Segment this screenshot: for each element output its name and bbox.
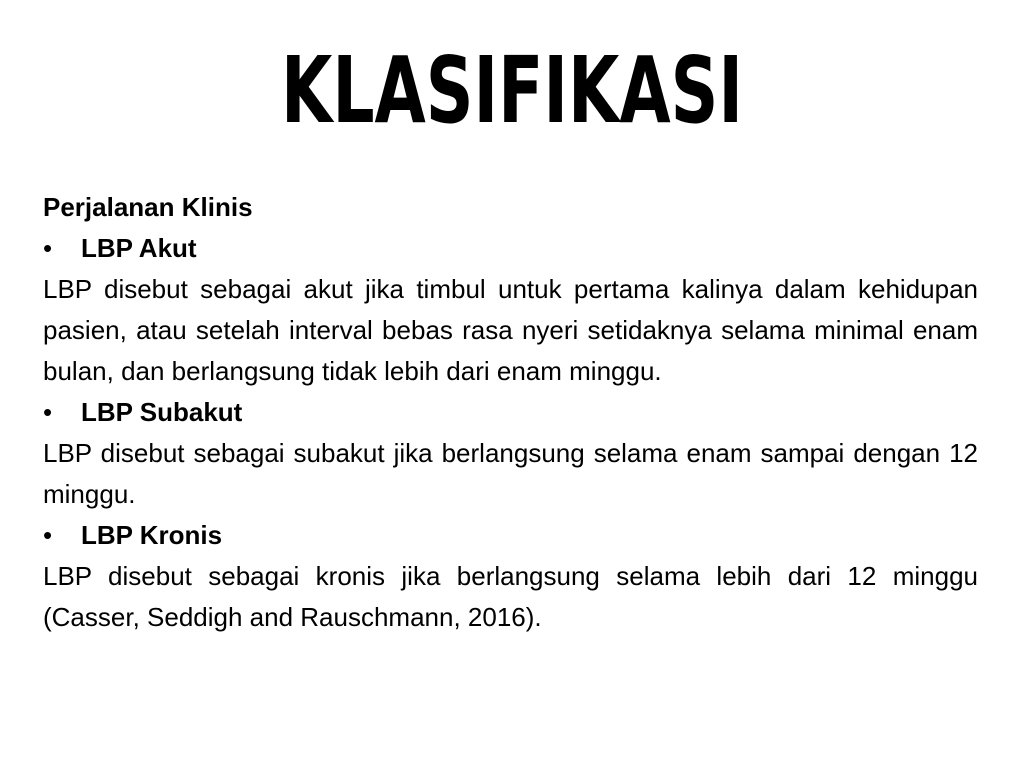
- bullet-icon: •: [43, 233, 53, 263]
- section-akut: [43, 228, 978, 392]
- bullet-label-subakut: LBP Subakut: [81, 397, 243, 427]
- bullet-icon: •: [43, 520, 53, 550]
- bullet-label-kronis: LBP Kronis: [81, 520, 223, 550]
- bullet-icon: •: [43, 397, 53, 427]
- bullet-item-akut: [43, 228, 978, 269]
- section-heading: Perjalanan Klinis: [43, 192, 253, 222]
- bullet-item-subakut: [43, 392, 978, 433]
- paragraph-kronis: LBP disebut sebagai kronis jika berlangsung selama lebih dari 12 minggu (Casser, Seddigh and Rauschmann, 2016).: [43, 561, 978, 632]
- paragraph-subakut: LBP disebut sebagai subakut jika berlangsung selama enam sampai dengan 12 minggu.: [43, 438, 978, 509]
- bullet-label-akut: LBP Akut: [81, 233, 197, 263]
- slide-body: [43, 187, 978, 638]
- slide-title: KLASIFIKASI: [280, 37, 743, 144]
- section-subakut: [43, 392, 978, 515]
- section-kronis: [43, 515, 978, 638]
- bullet-item-kronis: [43, 515, 978, 556]
- paragraph-akut: LBP disebut sebagai akut jika timbul untuk pertama kalinya dalam kehidupan pasien, atau setelah interval bebas rasa nyeri setidaknya selama minimal enam bulan, dan berlangsung tidak lebih dari enam minggu.: [43, 274, 978, 386]
